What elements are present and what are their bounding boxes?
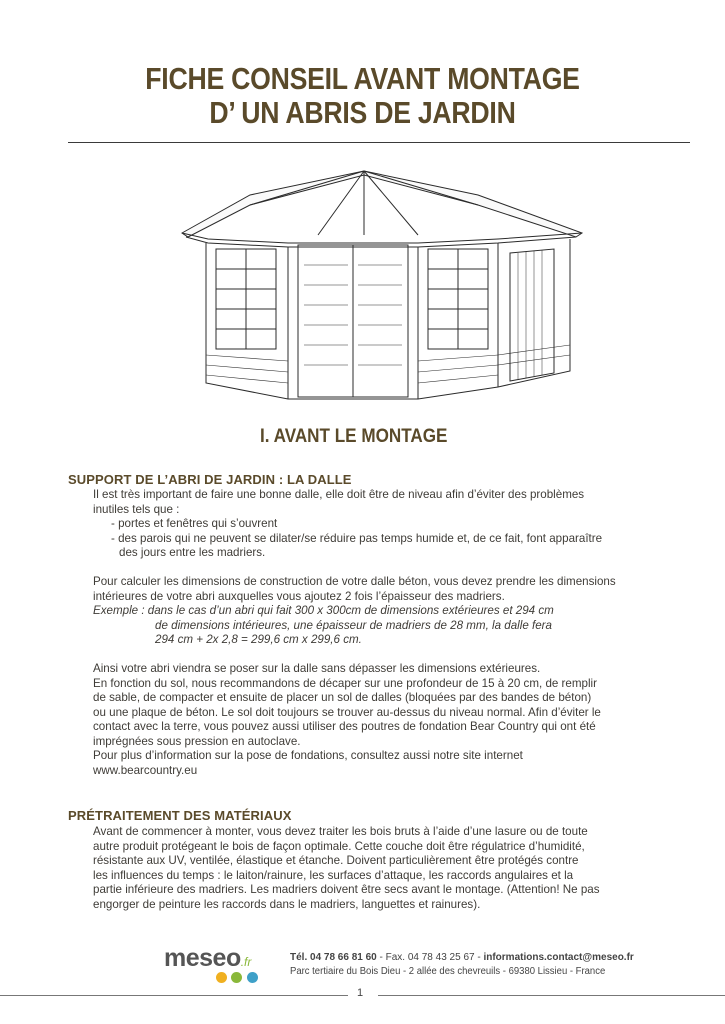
paragraph: imprégnées sous pression en autoclave. [93, 734, 301, 748]
paragraph: inutiles tels que : [93, 502, 180, 516]
example-line: 294 cm + 2x 2,8 = 299,6 cm x 299,6 cm. [155, 633, 362, 646]
footer-email[interactable]: informations.contact@meseo.fr [483, 952, 634, 963]
footer-address: Parc tertiaire du Bois Dieu - 2 allée des chevreuils - 69380 Lissieu - France [290, 966, 606, 977]
paragraph: contact avec la terre, vous pouvez aussi utiliser des poutres de fondation Bear Country qui ont été [93, 720, 596, 733]
subsection-heading-pretraitement: PRÉTRAITEMENT DES MATÉRIAUX [68, 808, 292, 823]
footer-divider-right [378, 995, 725, 996]
dalle-text-block [93, 488, 693, 778]
list-item: - portes et fenêtres qui s’ouvrent [111, 517, 278, 530]
paragraph: Il est très important de faire une bonne dalle, elle doit être de niveau afin d’éviter des problèmes [93, 488, 585, 501]
logo-suffix: .fr [240, 955, 252, 969]
section-heading-avant-montage: I. AVANT LE MONTAGE [260, 426, 448, 447]
example-line: Exemple : dans le cas d’un abri qui fait 300 x 300cm de dimensions extérieures et 294 cm [93, 604, 554, 617]
paragraph: de sable, de compacter et ensuite de placer un sol de dalles (bloquées par des bandes de béton) [93, 691, 592, 704]
list-item-continuation: des jours entre les madriers. [119, 546, 266, 559]
meseo-logo [164, 944, 251, 973]
paragraph: partie inférieure des madriers. Les madriers doivent être secs avant le montage. (Attention! Ne pas [93, 883, 600, 896]
title-line-1: FICHE CONSEIL AVANT MONTAGE [145, 61, 580, 96]
paragraph: résistante aux UV, ventilée, élastique et étanche. Doivent particulièrement être protégés contre [93, 854, 579, 867]
footer-fax: - Fax. 04 78 43 25 67 - [376, 952, 484, 963]
title-line-2: D’ UN ABRIS DE JARDIN [209, 95, 516, 130]
leaf-icon [231, 972, 242, 983]
footer-tel: Tél. 04 78 66 81 60 [290, 952, 377, 963]
page-number: 1 [357, 987, 364, 999]
garden-shed-illustration [178, 165, 598, 405]
subsection-heading-dalle: SUPPORT DE L’ABRI DE JARDIN : LA DALLE [68, 472, 352, 487]
paragraph: intérieures de votre abri auxquelles vous ajoutez 2 fois l’épaisseur des madriers. [93, 589, 505, 603]
website-link[interactable]: www.bearcountry.eu [93, 763, 198, 777]
paragraph: engorger de peinture les raccords dans le madriers, languettes et rainures). [93, 897, 481, 911]
paragraph: Pour plus d’information sur la pose de fondations, consultez aussi notre site internet [93, 749, 523, 762]
paragraph: Ainsi votre abri viendra se poser sur la dalle sans dépasser les dimensions extérieures. [93, 662, 541, 675]
paragraph: les influences du temps : le laiton/rainure, les surfaces d’attaque, les raccords angulaires et la [93, 868, 574, 882]
title-divider [68, 142, 690, 143]
paragraph: En fonction du sol, nous recommandons de décaper sur une profondeur de 15 à 20 cm, de remplir [93, 676, 597, 690]
list-item: - des parois qui ne peuvent se dilater/se réduire pas temps humide et, de ce fait, font apparaître [111, 531, 603, 545]
example-line: de dimensions intérieures, une épaisseur de madriers de 28 mm, la dalle fera [155, 618, 552, 632]
home-icon [247, 972, 258, 983]
logo-badges [216, 970, 258, 988]
paragraph: autre produit protégeant le bois de façon optimale. Cette couche doit être régulatrice d’humidité, [93, 839, 585, 853]
paragraph: ou une plaque de béton. Le sol doit toujours se trouver au-dessus du niveau normal. Afin d’éviter le [93, 705, 601, 719]
logo-wordmark: meseo [164, 944, 241, 972]
footer-divider-left [0, 995, 348, 996]
pretraitement-text-block [93, 825, 693, 912]
sun-icon [216, 972, 227, 983]
paragraph: Avant de commencer à monter, vous devez traiter les bois bruts à l’aide d’une lasure ou de toute [93, 825, 588, 838]
page-title [85, 62, 640, 130]
paragraph: Pour calculer les dimensions de construction de votre dalle béton, vous devez prendre les dimensions [93, 575, 616, 588]
footer-contact [290, 951, 634, 979]
